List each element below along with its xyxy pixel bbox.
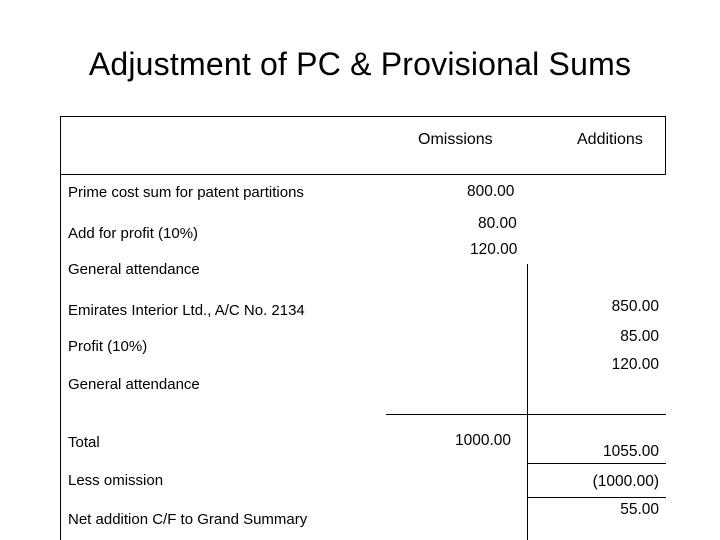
label-total: Total [68,434,100,451]
label-prime-cost: Prime cost sum for patent partitions [68,184,304,201]
label-general-attendance-2: General attendance [68,376,200,393]
header-divider [60,174,666,175]
label-emirates: Emirates Interior Ltd., A/C No. 2134 [68,302,305,319]
addition-net: 55.00 [620,501,659,518]
label-less-omission: Less omission [68,472,164,489]
column-divider [527,264,528,540]
addition-general-attendance: 120.00 [611,356,659,373]
addition-less-omission: (1000.00) [592,473,659,490]
addition-profit: 85.00 [620,328,659,345]
additions-total-underline [527,463,666,464]
addition-emirates: 850.00 [611,298,659,315]
label-general-attendance-1: General attendance [68,261,200,278]
label-add-profit: Add for profit (10%) [68,225,199,242]
page-title: Adjustment of PC & Provisional Sums [88,46,632,82]
omission-prime-cost: 800.00 [467,183,515,200]
label-profit: Profit (10%) [68,338,148,355]
omission-total: 1000.00 [455,432,512,449]
omission-add-profit: 80.00 [478,215,517,232]
total-divider [386,414,666,415]
label-net-addition: Net addition C/F to Grand Summary [68,511,308,528]
addition-total: 1055.00 [602,443,659,460]
less-omission-underline [527,497,666,498]
table-top-border [60,116,666,117]
omissions-header: Omissions [418,131,493,148]
omission-general-attendance: 120.00 [470,241,518,258]
table-left-border [60,116,61,540]
table-right-border [665,116,666,174]
additions-header: Additions [577,131,643,148]
